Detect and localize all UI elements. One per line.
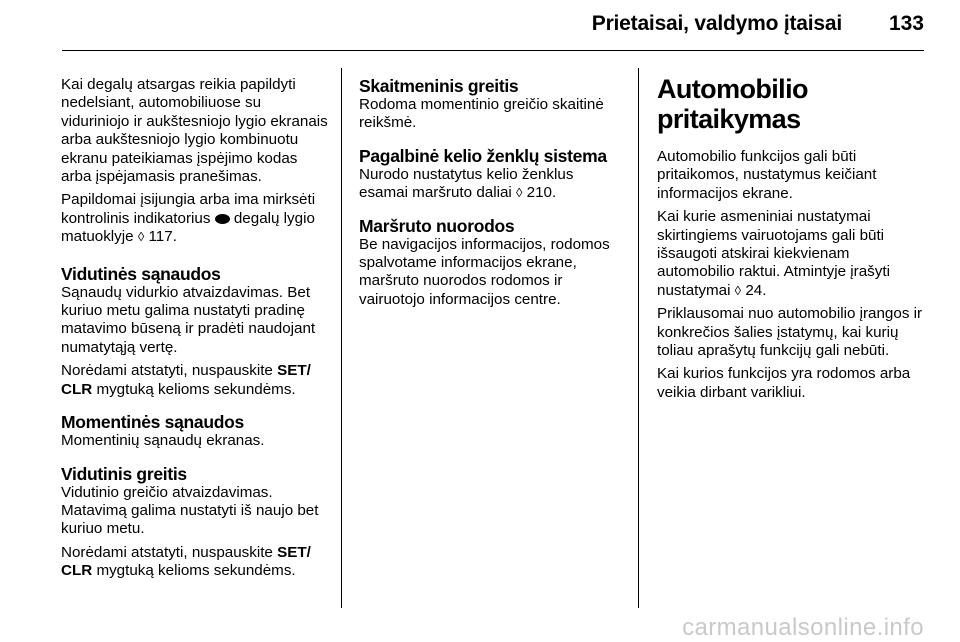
section-digital-speed [359, 76, 626, 133]
page-header [0, 0, 960, 50]
paragraph: Kai kurie asmeniniai nustatymai skirtingiems vairuotojams gali būti išsaugoti atskirai kiekvienam automobilio raktui. Atmintyje įrašyti nustatymai ◊ 24. [657, 208, 890, 299]
chapter-title: Automobilio pritaikymas [657, 74, 808, 134]
section-heading: Skaitmeninis greitis [359, 76, 519, 96]
paragraph: Vidutinio greičio atvaizdavimas. Matavimą galima nustatyti iš naujo bet kuriuo metu. [61, 483, 319, 538]
section-heading: Momentinės sąnaudos [61, 412, 244, 433]
button-name: SET/ CLR [61, 362, 311, 398]
section-heading: Vidutinės sąnaudos [61, 263, 221, 284]
column-middle [359, 76, 626, 322]
paragraph: Be navigacijos informacijos, rodomos spalvotame informacijos ekrane, maršruto nuorodos rodomos ir vairuotojo informacijos centre. [359, 235, 610, 308]
paragraph: Rodoma momentinio greičio skaitinė reikšmė. [359, 96, 604, 132]
section-heading: Pagalbinė kelio ženklų sistema [359, 145, 607, 166]
section-instant-consumption [61, 412, 331, 450]
paragraph: Norėdami atstatyti, nuspauskite SET/ CLR mygtuką kelioms sekundėms. [61, 543, 311, 580]
header-title: Prietaisai, valdymo įtaisai [591, 12, 842, 35]
button-name: SET/ CLR [61, 543, 311, 580]
page-reference-icon: ◊ [137, 229, 145, 245]
paragraph: Sąnaudų vidurkio atvaizdavimas. Bet kuriuo metu galima nustatyti pradinę matavimo būseną ir pradėti naudojant numatytąją vertę. [61, 283, 316, 356]
paragraph: Momentinių sąnaudų ekranas. [61, 432, 265, 450]
section-heading: Vidutinis greitis [61, 463, 187, 484]
section-average-consumption [61, 264, 331, 399]
page-reference-icon: ◊ [734, 282, 742, 298]
paragraph: Automobilio funkcijos gali būti pritaikomos, nustatymus keičiant informacijos ekrane. [657, 148, 877, 202]
fuel-indicator-icon [215, 214, 230, 224]
paragraph: Priklausomai nuo automobilio įrangos ir konkrečios šalies įstatymų, kai kurių toliau aprašytų funkcijų gali nebūti. [657, 305, 923, 360]
page-reference-icon: ◊ [516, 185, 523, 201]
paragraph: Kai degalų atsargas reikia papildyti nedelsiant, automobiliuose su viduriniojo ir aukštesniojo lygio ekranais arba aukštesniojo lygio kombinuotu ekranu pateikiamas įspėjimo kodas arba įspėjamasis pranešimas. [61, 76, 328, 186]
section-route-guidance [359, 216, 626, 310]
header-divider [62, 50, 924, 51]
page-number: 133 [888, 12, 924, 35]
watermark: carmanualsonline.info [682, 614, 924, 641]
column-divider [341, 68, 342, 608]
paragraph: Norėdami atstatyti, nuspauskite SET/ CLR mygtuką kelioms sekundėms. [61, 362, 311, 398]
section-traffic-sign-assistant [359, 146, 626, 203]
column-left [61, 76, 331, 594]
paragraph: Kai kurios funkcijos yra rodomos arba veikia dirbant varikliui. [657, 365, 911, 401]
section-average-speed [61, 464, 331, 581]
column-divider [638, 68, 639, 608]
paragraph: Papildomai įsijungia arba ima mirksėti kontrolinis indikatorius degalų lygio matuoklyje ◊ 117. [61, 191, 316, 246]
paragraph: Nurodo nustatytus kelio ženklus esamai maršruto daliai ◊ 210. [359, 165, 574, 202]
section-heading: Maršruto nuorodos [359, 215, 515, 236]
column-right [657, 74, 927, 407]
